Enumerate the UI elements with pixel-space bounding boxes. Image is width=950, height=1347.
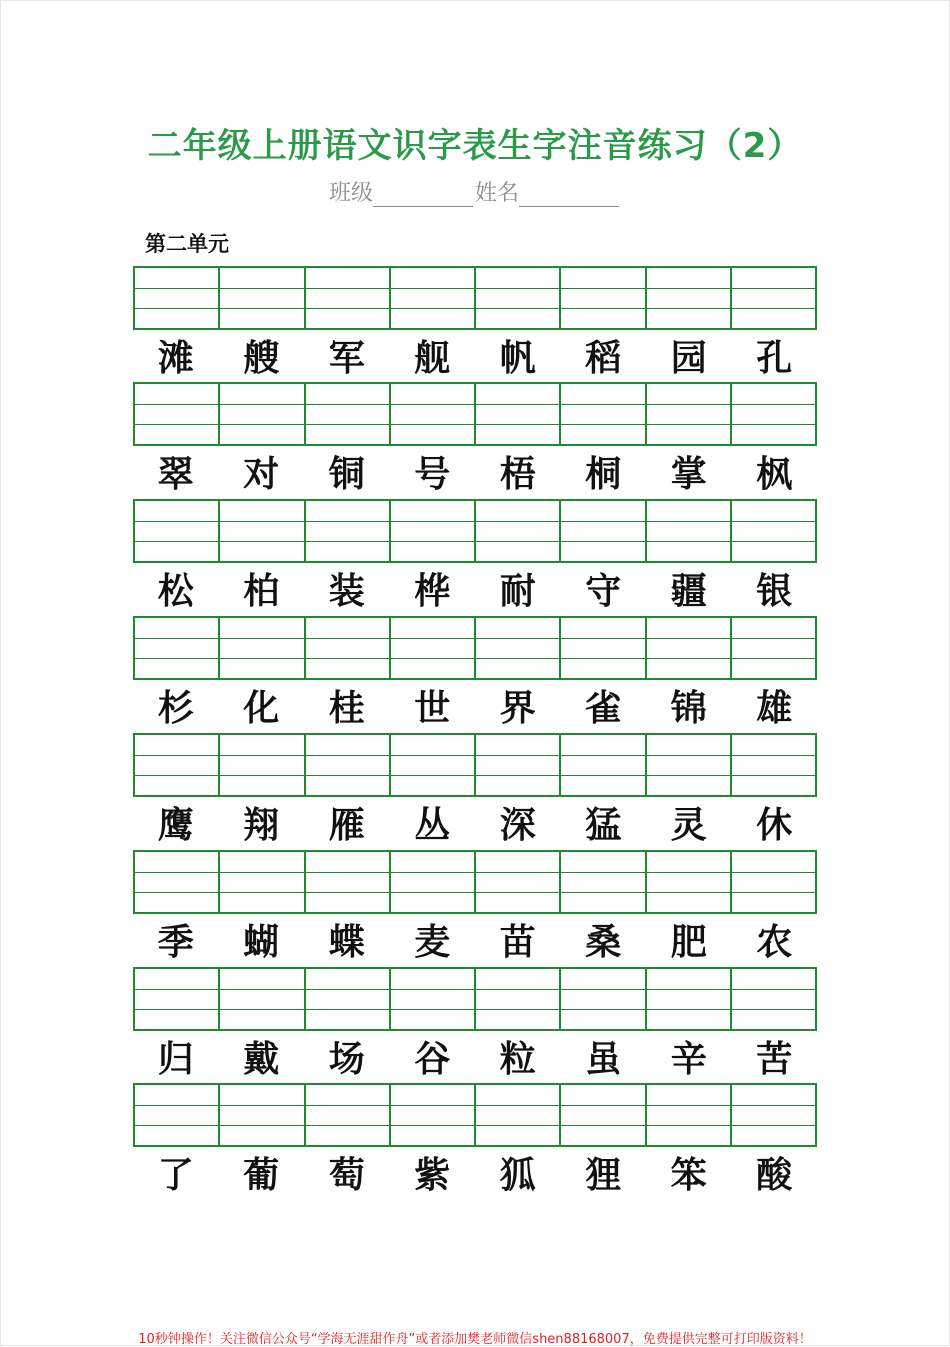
pinyin-cell[interactable] (135, 384, 220, 444)
pinyin-cell[interactable] (391, 1085, 476, 1145)
pinyin-cell[interactable] (647, 1085, 732, 1145)
character: 桂 (328, 687, 365, 729)
pinyin-cell[interactable] (732, 852, 815, 912)
character: 狸 (585, 1154, 622, 1196)
pinyin-cell[interactable] (135, 852, 220, 912)
name-label: 姓名 (475, 181, 520, 206)
character: 梧 (499, 453, 536, 495)
character: 桑 (585, 921, 622, 963)
character: 紫 (414, 1154, 451, 1196)
pinyin-cell[interactable] (561, 618, 646, 678)
pinyin-cell[interactable] (306, 735, 391, 795)
character: 装 (328, 570, 365, 612)
character: 疆 (670, 570, 707, 612)
character: 掌 (670, 453, 707, 495)
character-row (133, 566, 817, 616)
pinyin-cell[interactable] (220, 969, 305, 1029)
class-blank[interactable] (373, 184, 473, 207)
pinyin-cell[interactable] (476, 618, 561, 678)
character: 舰 (414, 337, 451, 379)
pinyin-cell[interactable] (306, 501, 391, 561)
pinyin-cell[interactable] (391, 268, 476, 328)
character: 狐 (499, 1154, 536, 1196)
pinyin-cell[interactable] (561, 384, 646, 444)
pinyin-cell[interactable] (561, 852, 646, 912)
character-row (133, 683, 817, 733)
character: 休 (756, 804, 793, 846)
character: 丛 (414, 804, 451, 846)
character: 界 (499, 687, 536, 729)
pinyin-cell[interactable] (391, 501, 476, 561)
character: 耐 (499, 570, 536, 612)
character: 麦 (414, 921, 451, 963)
pinyin-cell[interactable] (135, 1085, 220, 1145)
character: 肥 (670, 921, 707, 963)
pinyin-cell[interactable] (135, 969, 220, 1029)
pinyin-cell[interactable] (476, 268, 561, 328)
pinyin-cell[interactable] (306, 384, 391, 444)
name-blank[interactable] (519, 184, 619, 207)
pinyin-cell[interactable] (732, 268, 815, 328)
character: 艘 (243, 337, 280, 379)
pinyin-cell[interactable] (391, 384, 476, 444)
character: 孔 (756, 337, 793, 379)
pinyin-cell[interactable] (647, 852, 732, 912)
character: 守 (585, 570, 622, 612)
pinyin-cell[interactable] (220, 735, 305, 795)
pinyin-grid-row (133, 499, 817, 563)
character: 归 (157, 1038, 194, 1080)
character: 军 (328, 337, 365, 379)
pinyin-cell[interactable] (476, 735, 561, 795)
pinyin-cell[interactable] (391, 735, 476, 795)
character: 季 (157, 921, 194, 963)
pinyin-cell[interactable] (220, 852, 305, 912)
character: 辛 (670, 1038, 707, 1080)
character: 枫 (756, 453, 793, 495)
student-info-line (0, 176, 950, 207)
character: 苦 (756, 1038, 793, 1080)
character: 谷 (414, 1038, 451, 1080)
pinyin-cell[interactable] (732, 618, 815, 678)
character: 银 (756, 570, 793, 612)
pinyin-cell[interactable] (391, 852, 476, 912)
character: 杉 (157, 687, 194, 729)
character: 帆 (499, 337, 536, 379)
pinyin-cell[interactable] (476, 969, 561, 1029)
character: 了 (157, 1154, 194, 1196)
pinyin-cell[interactable] (220, 501, 305, 561)
footer-note: 10秒钟操作！关注微信公众号“学海无涯甜作舟”或者添加樊老师微信shen88168007，免费提供完整可打印版资料！ (138, 1332, 812, 1347)
character: 世 (414, 687, 451, 729)
pinyin-cell[interactable] (135, 618, 220, 678)
character: 雁 (328, 804, 365, 846)
pinyin-cell[interactable] (135, 501, 220, 561)
pinyin-cell[interactable] (732, 735, 815, 795)
character: 翠 (157, 453, 194, 495)
character: 号 (414, 453, 451, 495)
pinyin-cell[interactable] (732, 384, 815, 444)
character: 粒 (499, 1038, 536, 1080)
pinyin-cell[interactable] (561, 1085, 646, 1145)
character: 葡 (243, 1154, 280, 1196)
pinyin-cell[interactable] (220, 268, 305, 328)
pinyin-grid-row (133, 382, 817, 446)
pinyin-cell[interactable] (561, 969, 646, 1029)
character: 柏 (243, 570, 280, 612)
character-row (133, 1150, 817, 1200)
pinyin-grid-row (133, 733, 817, 797)
character: 桐 (585, 453, 622, 495)
pinyin-cell[interactable] (135, 268, 220, 328)
pinyin-cell[interactable] (476, 852, 561, 912)
character-row (133, 333, 817, 383)
character: 场 (328, 1038, 365, 1080)
character: 农 (756, 921, 793, 963)
character: 雀 (585, 687, 622, 729)
character: 鹰 (157, 804, 194, 846)
pinyin-grid-row (133, 967, 817, 1031)
pinyin-grid-row (133, 266, 817, 330)
character: 锦 (670, 687, 707, 729)
pinyin-cell[interactable] (732, 1085, 815, 1145)
character: 戴 (243, 1038, 280, 1080)
page-title: 二年级上册语文识字表生字注音练习（2） (147, 126, 803, 166)
pinyin-cell[interactable] (306, 852, 391, 912)
character-row (133, 917, 817, 967)
character: 虽 (585, 1038, 622, 1080)
character: 苗 (499, 921, 536, 963)
pinyin-cell[interactable] (306, 618, 391, 678)
pinyin-cell[interactable] (647, 384, 732, 444)
pinyin-cell[interactable] (306, 268, 391, 328)
pinyin-cell[interactable] (732, 969, 815, 1029)
pinyin-cell[interactable] (647, 268, 732, 328)
character: 园 (670, 337, 707, 379)
pinyin-cell[interactable] (647, 501, 732, 561)
pinyin-cell[interactable] (561, 501, 646, 561)
pinyin-grid-row (133, 1083, 817, 1147)
pinyin-cell[interactable] (306, 1085, 391, 1145)
character: 翔 (243, 804, 280, 846)
pinyin-cell[interactable] (391, 969, 476, 1029)
character-row (133, 449, 817, 499)
character: 对 (243, 453, 280, 495)
pinyin-cell[interactable] (647, 618, 732, 678)
pinyin-cell[interactable] (476, 501, 561, 561)
character: 深 (499, 804, 536, 846)
pinyin-cell[interactable] (476, 1085, 561, 1145)
character: 松 (157, 570, 194, 612)
pinyin-cell[interactable] (220, 1085, 305, 1145)
pinyin-grid-row (133, 616, 817, 680)
character: 萄 (328, 1154, 365, 1196)
pinyin-cell[interactable] (220, 618, 305, 678)
pinyin-cell[interactable] (647, 969, 732, 1029)
pinyin-cell[interactable] (561, 735, 646, 795)
pinyin-grid-row (133, 850, 817, 914)
character-row (133, 1034, 817, 1084)
character: 蝶 (328, 921, 365, 963)
pinyin-cell[interactable] (306, 969, 391, 1029)
character: 铜 (328, 453, 365, 495)
character: 酸 (756, 1154, 793, 1196)
character: 猛 (585, 804, 622, 846)
pinyin-cell[interactable] (647, 735, 732, 795)
class-label: 班级 (328, 181, 373, 206)
pinyin-cell[interactable] (391, 618, 476, 678)
character: 灵 (670, 804, 707, 846)
character: 滩 (157, 337, 194, 379)
unit-label: 第二单元 (145, 232, 229, 256)
pinyin-cell[interactable] (220, 384, 305, 444)
character: 雄 (756, 687, 793, 729)
pinyin-cell[interactable] (476, 384, 561, 444)
pinyin-cell[interactable] (732, 501, 815, 561)
character: 化 (243, 687, 280, 729)
character-row (133, 800, 817, 850)
pinyin-cell[interactable] (135, 735, 220, 795)
character: 蝴 (243, 921, 280, 963)
character: 桦 (414, 570, 451, 612)
character: 稻 (585, 337, 622, 379)
pinyin-cell[interactable] (561, 268, 646, 328)
character: 笨 (670, 1154, 707, 1196)
